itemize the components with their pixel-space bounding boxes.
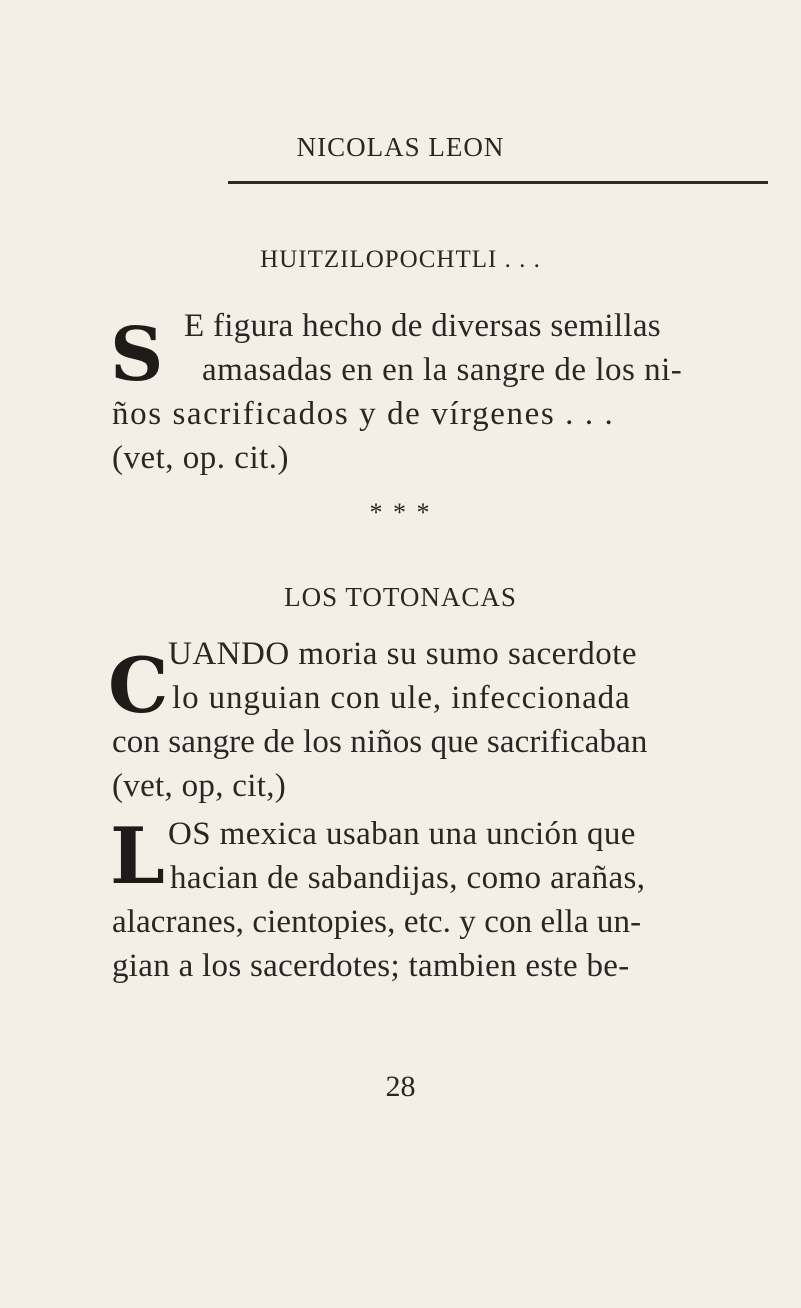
section-separator: * * *: [369, 498, 432, 527]
text-line: lo unguian con ule, infeccionada: [172, 680, 631, 716]
text-line: UANDO moria su sumo sacerdote: [168, 636, 638, 672]
dropcap-c: C: [108, 641, 169, 730]
text-line: amasadas en en la sangre de los ni-: [202, 352, 683, 388]
text-line: OS mexica usaban una unción que: [168, 816, 636, 852]
page-number: 28: [385, 1070, 416, 1103]
dropcap-s: S: [110, 312, 164, 398]
text-line: (vet, op, cit,): [112, 768, 287, 804]
section-title-totonacas: LOS TOTONACAS: [284, 582, 517, 612]
text-line: ños sacrificados y de vírgenes . . .: [112, 396, 615, 432]
text-line: E figura hecho de diversas semillas: [184, 308, 661, 344]
header-rule: [228, 181, 768, 184]
dropcap-l: L: [110, 811, 165, 902]
text-line: (vet, op. cit.): [112, 440, 290, 476]
running-head: NICOLAS LEON: [296, 132, 505, 162]
text-line: hacian de sabandijas, como arañas,: [170, 860, 646, 896]
text-line: alacranes, cientopies, etc. y con ella un-: [112, 904, 642, 940]
section-title-huitzilopochtli: HUITZILOPOCHTLI . . .: [260, 246, 541, 273]
text-line: con sangre de los niños que sacrificaban: [112, 724, 648, 760]
text-line: gian a los sacerdotes; tambien este be-: [112, 948, 630, 984]
